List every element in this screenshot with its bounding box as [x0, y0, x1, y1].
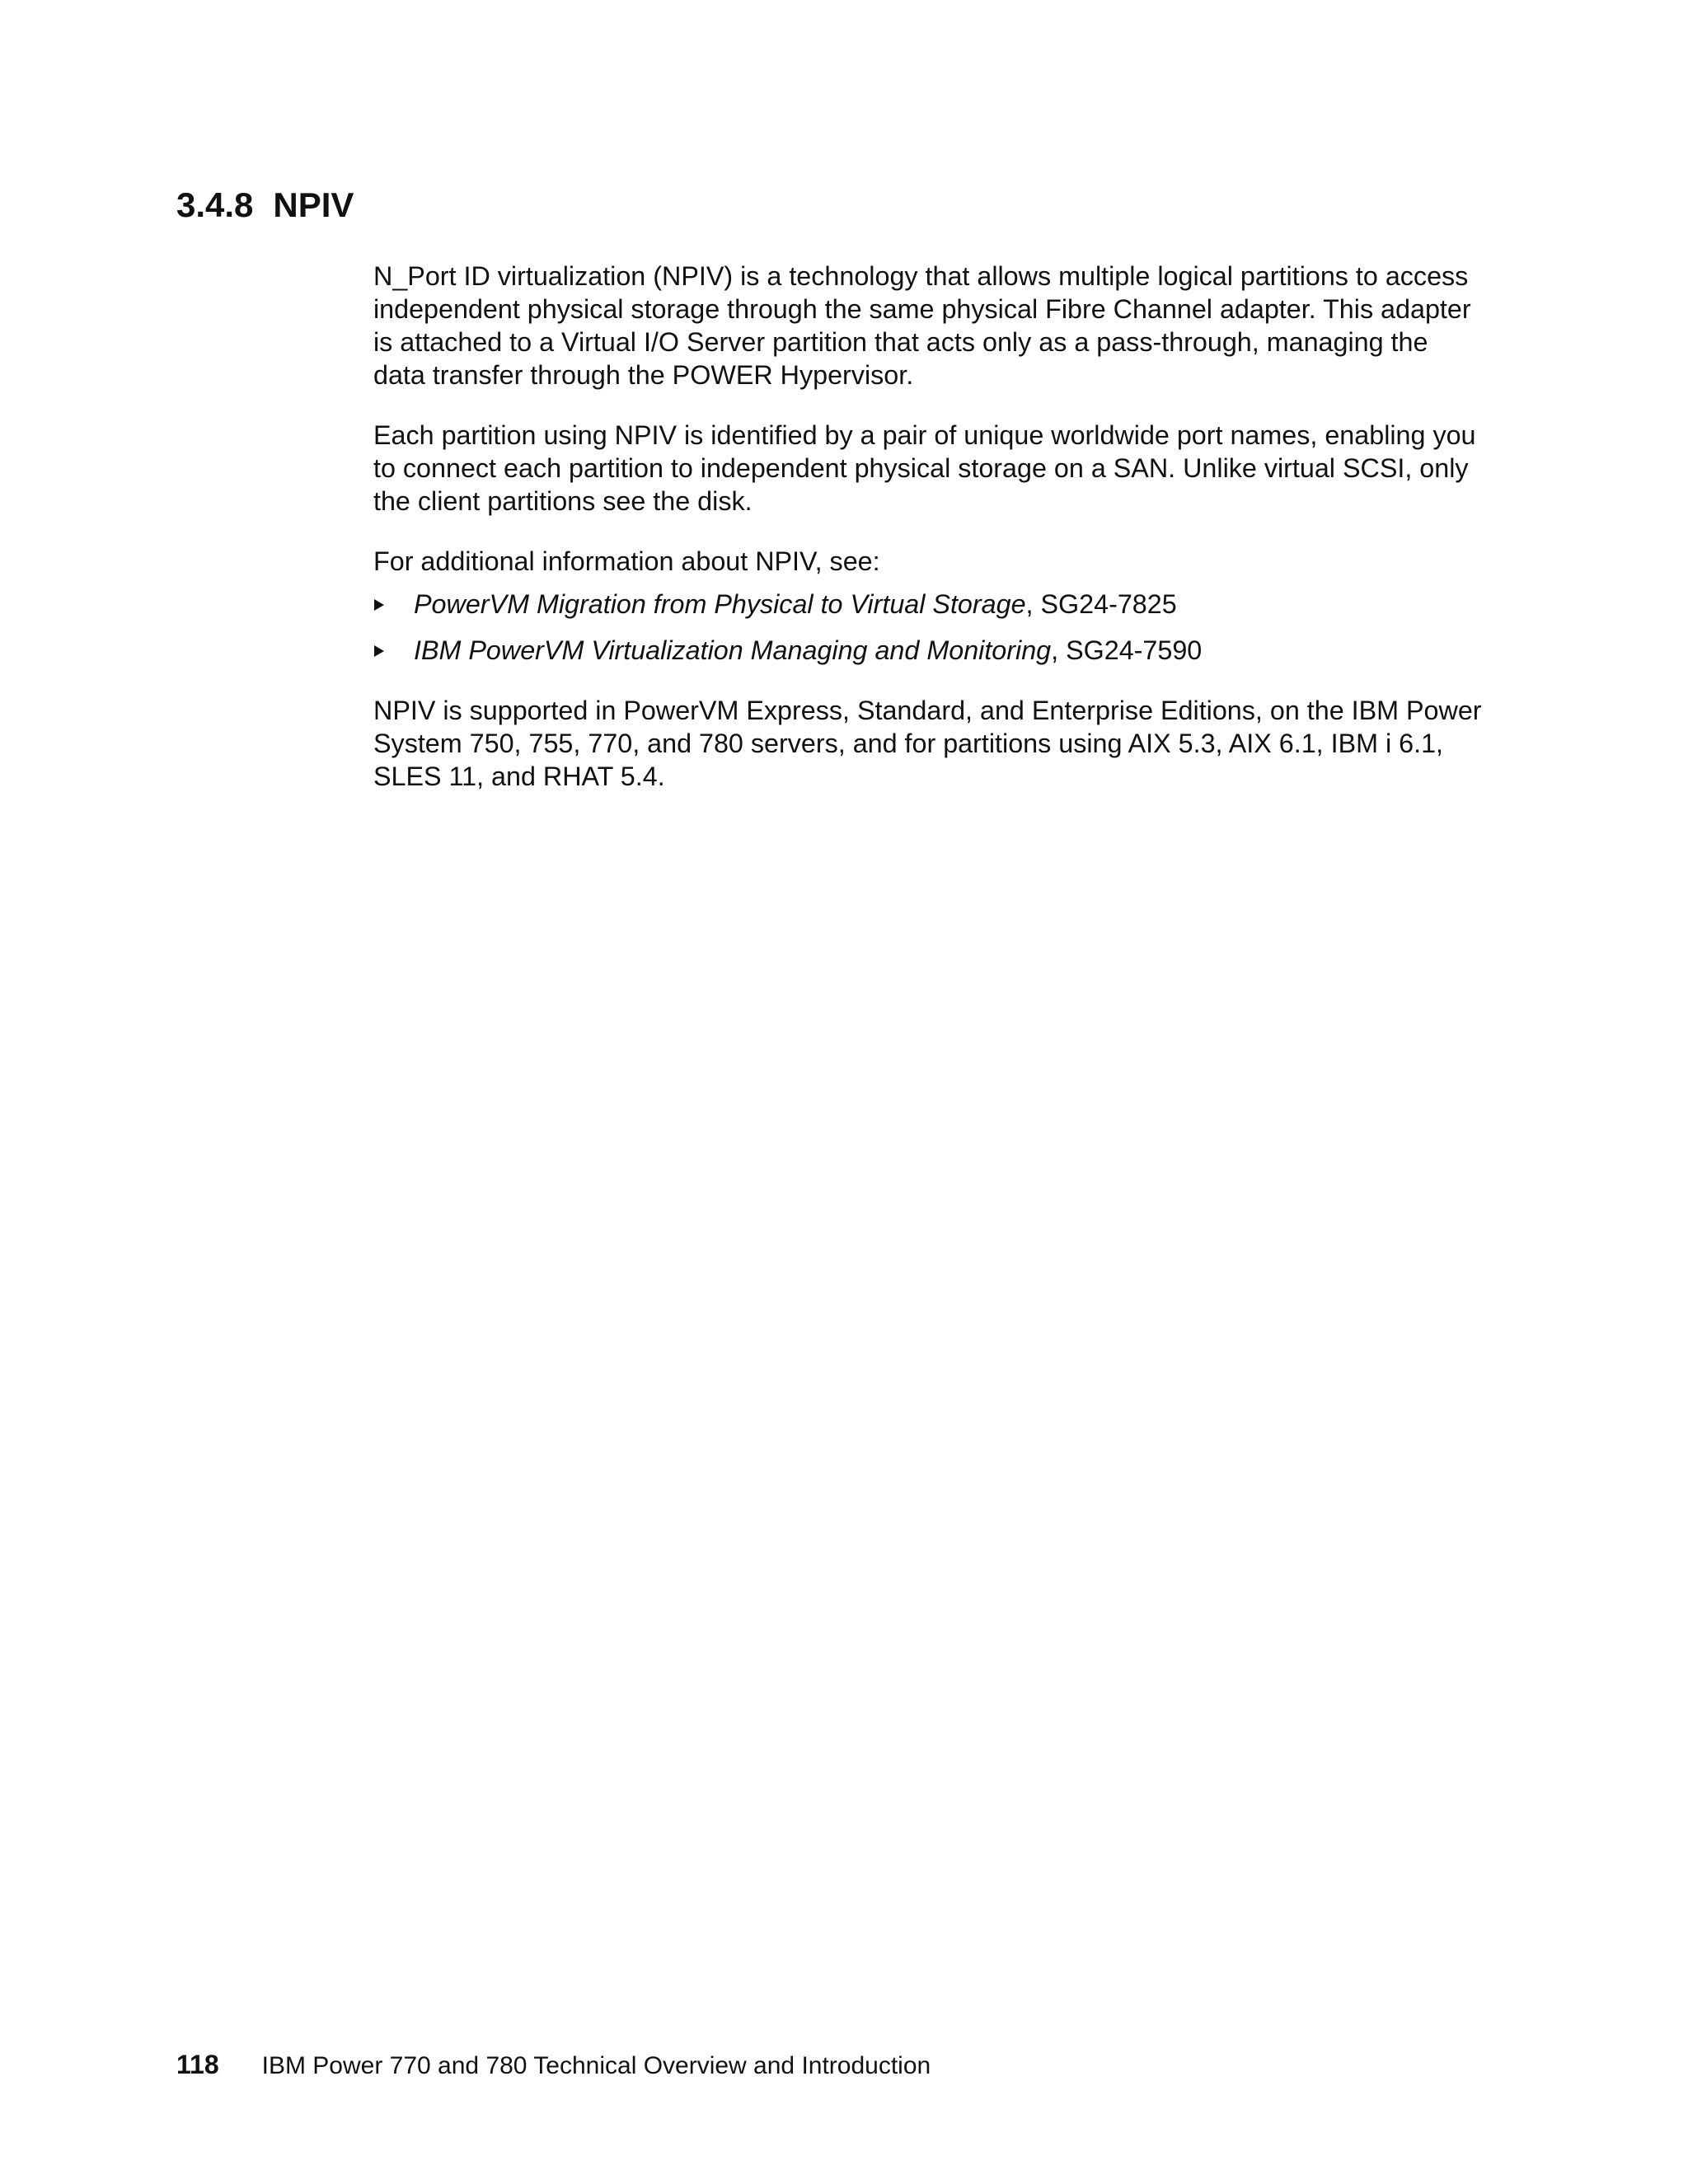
paragraph-npiv-support: NPIV is supported in PowerVM Express, Standard, and Enterprise Editions, on the IBM Power System 750, 755, 770, and 780 servers, and for partitions using AIX 5.3, AIX 6.1, IBM i 6.1, SLES 11, and RHAT 5.4. — [373, 696, 1482, 791]
triangle-bullet-icon — [374, 645, 384, 657]
section-body — [373, 260, 1486, 820]
book-title: IBM Power 770 and 780 Technical Overview and Introduction — [261, 2052, 931, 2079]
paragraph-npiv-definition: N_Port ID virtualization (NPIV) is a technology that allows multiple logical partitions to access independent physical storage through the same physical Fibre Channel adapter. This adapter is attached to a Virtual I/O Server partition that acts only as a pass-through, managing the data transfer through the POWER Hypervisor. — [373, 261, 1471, 390]
section-number: 3.4.8 — [176, 185, 254, 224]
page-number: 118 — [176, 2050, 219, 2079]
reference-id: , SG24-7825 — [1025, 589, 1177, 619]
reference-id: , SG24-7590 — [1051, 635, 1203, 665]
section-title: NPIV — [273, 185, 354, 224]
triangle-bullet-icon — [374, 599, 384, 611]
reference-list-item — [373, 634, 1486, 667]
section-heading — [176, 185, 354, 226]
reference-list-item — [373, 588, 1486, 621]
paragraph-additional-info: For additional information about NPIV, see: — [373, 546, 880, 576]
page-footer — [176, 2048, 931, 2083]
reference-title: IBM PowerVM Virtualization Managing and Monitoring — [414, 635, 1052, 665]
reference-list — [373, 588, 1486, 667]
paragraph-npiv-wwpn: Each partition using NPIV is identified by a pair of unique worldwide port names, enabling you to connect each partition to independent physical storage on a SAN. Unlike virtual SCSI, only the client partitions see the disk. — [373, 420, 1476, 516]
reference-title: PowerVM Migration from Physical to Virtual Storage — [414, 589, 1026, 619]
